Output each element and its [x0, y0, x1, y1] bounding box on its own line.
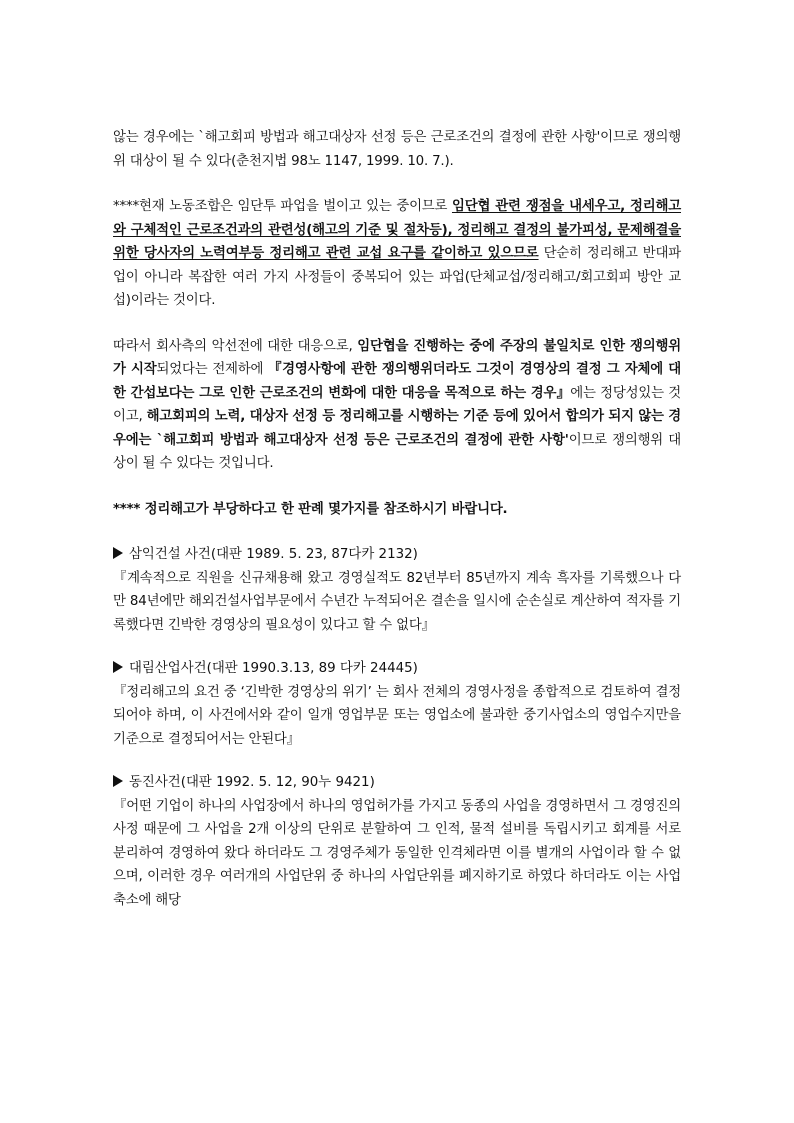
paragraph-text: 않는 경우에는 `해고회피 방법과 해고대상자 선정 등은 근로조건의 결정에 관한 사항'이므로 쟁의행위 대상이 될 수 있다(춘천지법 98노 1147, 1999. 10. 7.).	[113, 130, 681, 169]
case-body-text: 『정리해고의 요건 중 ‘긴박한 경영상의 위기’ 는 회사 전체의 경영사정을 종합적으로 검토하여 결정되어야 하며, 이 사건에서와 같이 일개 영업부문 또는 영업소에 불과한 중기사업소의 영업수지만을 기준으로 결정되어서는 안된다』	[113, 684, 681, 747]
case-body	[113, 567, 681, 638]
case-title-text: 동진사건(대판 1992. 5. 12, 90누 9421)	[129, 775, 375, 790]
paragraph-lead: ****현재 노동조합은 임단투 파업을 벌이고 있는 중이므로	[113, 199, 452, 214]
triangle-bullet-icon	[113, 661, 123, 673]
response-s7: 이므로 쟁의행위 대상이 될 수 있다는 것입니다.	[113, 432, 681, 471]
triangle-bullet-icon	[113, 775, 123, 787]
case-title	[113, 543, 681, 567]
response-s2: 임단협을 진행하는 중에 주장의 불일치로 인한 쟁의행위가 시작	[113, 338, 681, 377]
case-body-text: 『계속적으로 직원을 신규채용해 왔고 경영실적도 82년부터 85년까지 계속 흑자를 기록했으나 다만 84년에만 해외건설사업부문에서 수년간 누적되어온 결손을 일시에 순손실로 계산하여 적자를 기록했다면 긴박한 경영상의 필요성이 있다고 할 수 없다』	[113, 570, 681, 633]
heading-text: **** 정리해고가 부당하다고 한 판례 몇가지를 참조하시기 바랍니다.	[113, 501, 508, 517]
case-entry	[113, 771, 681, 912]
case-title-text: 삼익건설 사건(대판 1989. 5. 23, 87다카 2132)	[129, 547, 418, 562]
case-body	[113, 681, 681, 752]
response-s5: 에는 정당성있는 것이고,	[113, 385, 681, 424]
paragraph-strike-context	[113, 195, 681, 313]
document-page	[113, 126, 681, 912]
case-body	[113, 795, 681, 913]
case-entry	[113, 657, 681, 751]
paragraph-continuation	[113, 126, 681, 173]
triangle-bullet-icon	[113, 547, 123, 559]
case-title	[113, 771, 681, 795]
paragraph-tail: 단순히 정리해고 반대파업이 아니라 복잡한 여러 가지 사정들이 중복되어 있는 파업(단체교섭/정리해고/회고회피 방안 교섭)이라는 것이다.	[113, 246, 681, 308]
response-s3: 되었다는 전제하에	[156, 362, 269, 377]
case-body-text: 『어떤 기업이 하나의 사업장에서 하나의 영업허가를 가지고 동종의 사업을 경영하면서 그 경영진의 사정 때문에 그 사업을 2개 이상의 단위로 분할하여 그 인적, 물적 설비를 독립시키고 회계를 서로 분리하여 경영하여 왔다 하더라도 그 경영주체가 동일한 인격체라면 이를 별개의 사업이라 할 수 없으며, 이러한 경우 여러개의 사업단위 중 하나의 사업단위를 폐지하기로 하였다 하더라도 이는 사업축소에 해당	[113, 798, 681, 908]
case-entry	[113, 543, 681, 637]
case-title	[113, 657, 681, 681]
emphasized-demands: 임단협 관련 쟁점을 내세우고, 정리해고와 구체적인 근로조건과의 관련성(해고의 기준 및 절차등), 정리해고 결정의 불가피성, 문제해결을 위한 당사자의 노력여부등 정리해고 관련 교섭 요구를 같이하고 있으므로	[113, 199, 681, 261]
response-s1: 따라서 회사측의 악선전에 대한 대응으로,	[113, 338, 358, 354]
case-title-text: 대림산업사건(대판 1990.3.13, 89 다카 24445)	[129, 661, 418, 676]
paragraph-response	[113, 335, 681, 476]
response-s4: 『경영사항에 관한 쟁의행위더라도 그것이 경영상의 결정 그 자체에 대한 간섭보다는 그로 인한 근로조건의 변화에 대한 대응을 목적으로 하는 경우』	[113, 362, 681, 401]
response-s6: 해고회피의 노력, 대상자 선정 등 정리해고를 시행하는 기준 등에 있어서 합의가 되지 않는 경우에는 `해고회피 방법과 해고대상자 선정 등은 근로조건의 결정에 관한 사항'	[113, 409, 681, 448]
precedents-heading	[113, 498, 681, 522]
